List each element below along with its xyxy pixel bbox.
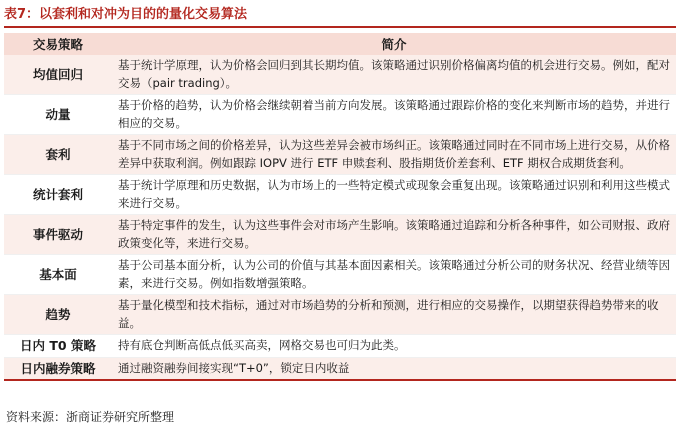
- table-row: [4, 335, 676, 358]
- strategy-description: 基于统计学原理，认为价格会回归到其长期均值。该策略通过识别价格偏离均值的机会进行交易。例如，配对交易（pair trading）。: [112, 55, 676, 95]
- strategy-name: 统计套利: [4, 175, 112, 215]
- strategy-name: 动量: [4, 95, 112, 135]
- strategy-name: 基本面: [4, 255, 112, 295]
- strategy-table: [4, 33, 676, 381]
- table-row: [4, 357, 676, 380]
- table-row: [4, 135, 676, 175]
- strategy-name: 日内融券策略: [4, 357, 112, 380]
- strategy-name: 事件驱动: [4, 215, 112, 255]
- strategy-description: 基于价格的趋势，认为价格会继续朝着当前方向发展。该策略通过跟踪价格的变化来判断市场的趋势，并进行相应的交易。: [112, 95, 676, 135]
- table-row: [4, 95, 676, 135]
- table-row: [4, 255, 676, 295]
- table-row: [4, 295, 676, 335]
- strategy-description: 基于不同市场之间的价格差异，认为这些差异会被市场纠正。该策略通过同时在不同市场上进行交易，从价格差异中获取利润。例如跟踪 IOPV 进行 ETF 申赎套利、股指期货价差套利、ETF 期权合成期货套利。: [112, 135, 676, 175]
- strategy-description: 基于特定事件的发生，认为这些事件会对市场产生影响。该策略通过追踪和分析各种事件，如公司财报、政府政策变化等，来进行交易。: [112, 215, 676, 255]
- caption-title: 以套利和对冲为目的的量化交易算法: [39, 7, 248, 22]
- strategy-name: 套利: [4, 135, 112, 175]
- caption-prefix: 表7：: [4, 7, 40, 22]
- strategy-description: 基于统计学原理和历史数据，认为市场上的一些特定模式或现象会重复出现。该策略通过识别和利用这些模式来进行交易。: [112, 175, 676, 215]
- header-strategy: 交易策略: [4, 33, 112, 55]
- table-row: [4, 215, 676, 255]
- source-note: 资料来源：浙商证券研究所整理: [6, 410, 175, 424]
- table-header-row: [4, 33, 676, 55]
- header-description: 简介: [112, 33, 676, 55]
- strategy-description: 持有底仓判断高低点低买高卖，网格交易也可归为此类。: [112, 335, 676, 358]
- table-caption: [4, 4, 676, 28]
- strategy-name: 日内 T0 策略: [4, 335, 112, 358]
- strategy-name: 均值回归: [4, 55, 112, 95]
- strategy-description: 基于量化模型和技术指标，通过对市场趋势的分析和预测，进行相应的交易操作，以期望获得趋势带来的收益。: [112, 295, 676, 335]
- table-row: [4, 55, 676, 95]
- table-row: [4, 175, 676, 215]
- strategy-description: 基于公司基本面分析，认为公司的价值与其基本面因素相关。该策略通过分析公司的财务状况、经营业绩等因素，来进行交易。例如指数增强策略。: [112, 255, 676, 295]
- strategy-name: 趋势: [4, 295, 112, 335]
- strategy-description: 通过融资融券间接实现“T+0”，锁定日内收益: [112, 357, 676, 380]
